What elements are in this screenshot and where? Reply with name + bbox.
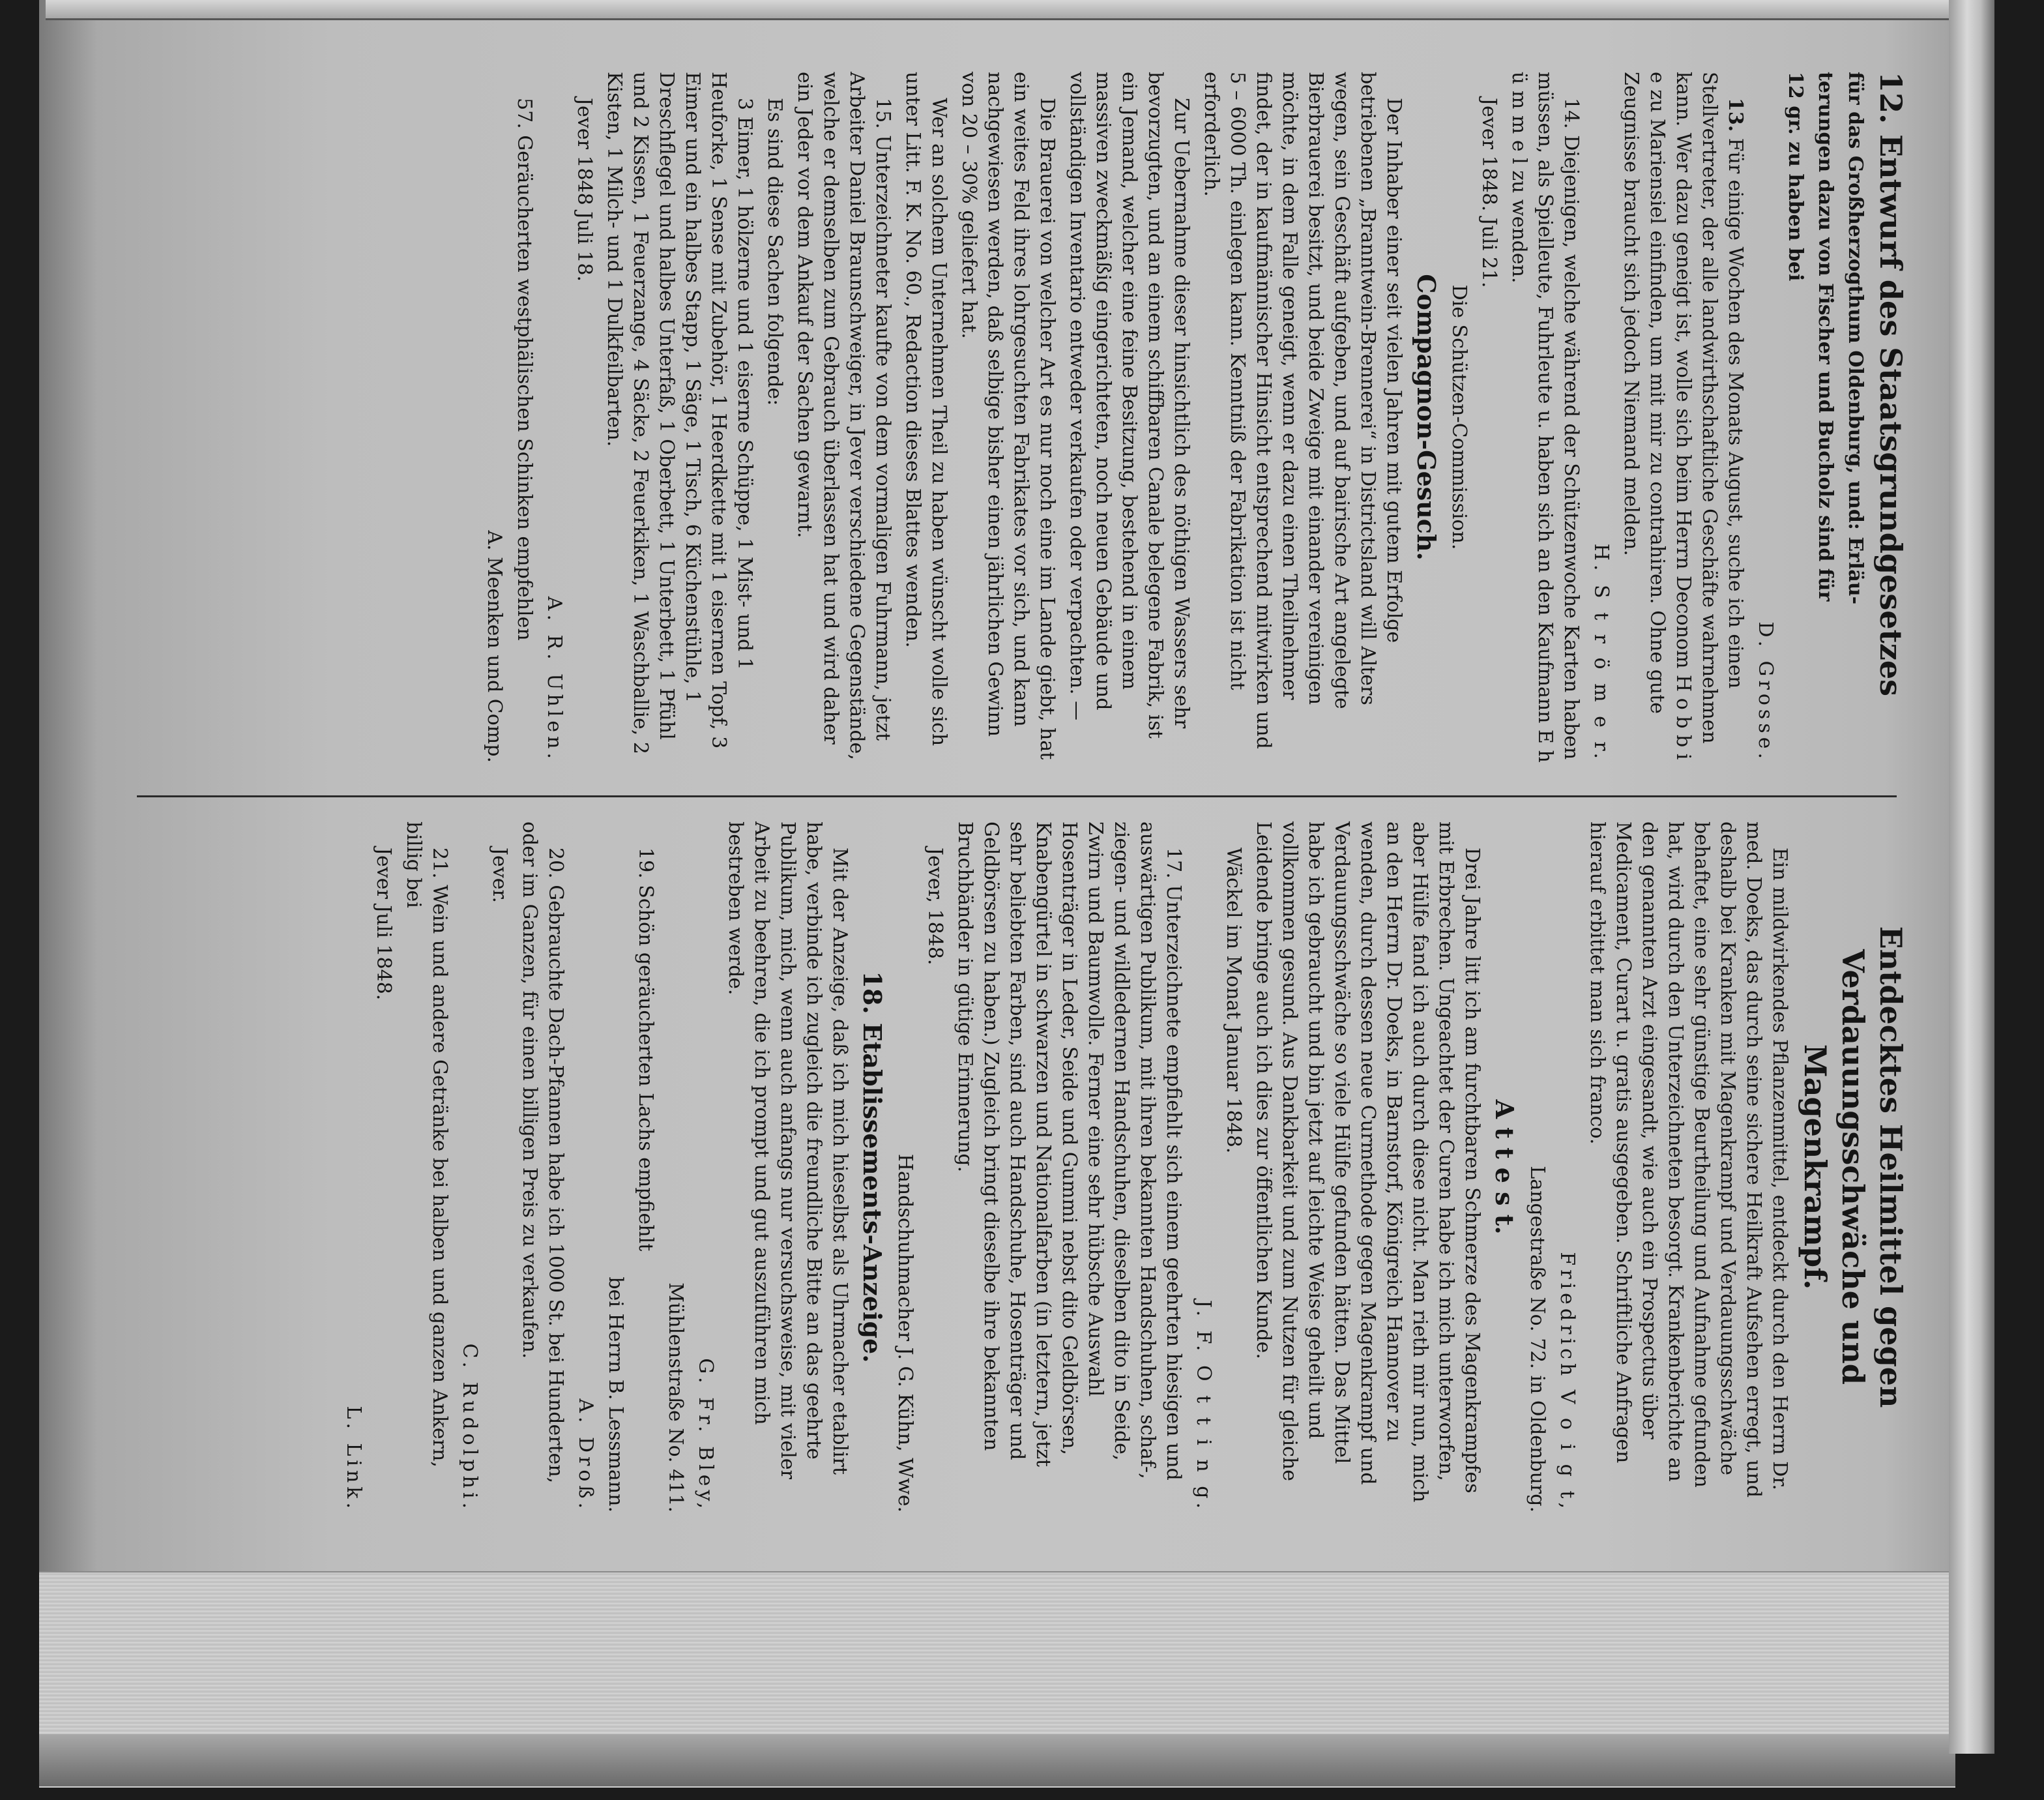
ad-12-line2: für das Großherzogthum Oldenburg, und: Erläu- [1844,72,1867,605]
ad-19-text: 19. Schön geräucherten Lachs empfiehlt [634,848,657,1252]
left-column [477,72,1910,763]
companion-p1: Der Inhaber einer seit vielen Jahren mit gutem Erfolge betriebenen „Branntwein-Brennerei“ in Districtsland will Alters wegen, sein Geschäft aufgeben, und auf bairische Art angelegte Bierbrauerei besitzt, und beide Zweige mit einander vereinigen möchte, in dem Falle geneigt, wenn er dazu einen Theilnehmer findet, der in kaufmännischer Hinsicht entsprechend mitwirken und 5 – 6000 Th. einlegen kann. Kenntniß der Fabrikation ist nicht erforderlich. [1200,72,1405,749]
companion-p2: Die Brauerei von welcher Art es nur noch eine im Lande giebt, hat ein weites Feld ihres lohrgesuchten Fabrikates vor sich, und kann nachgewiesen werden, daß selbige bisher einen jährlichen Gewinn von 20 – 30% geliefert hat. [957,72,1058,760]
ad-13-text: 13. Für einige Wochen des Monats August, suche ich einen Stellvertreter, der alle landwirthschaftliche Geschäfte wahrnehmen kann. Wer dazu geneigt ist, wolle sich beim Herrn Deconom H o b b i e zu Mariensiel einfinden, um mit mir zu contrahiren. Ohne gute Zeugnisse braucht sich jedoch Niemand melden. [1620,72,1747,760]
ad-15-list: 3 Eimer, 1 hölzerne und 1 eiserne Schüppe, 1 Mist- und 1 Heuforke, 1 Sense mit Zubehör, 1 Heerdkette mit 1 eisernen Topf, 3 Eimer und ein halbes Stapp, 1 Säge, 1 Tisch, 6 Küchenstühle, 1 Dreschflegel und halbes Unterfaß, 1 Oberbett, 1 Unterbett, 1 Pfühl und 2 Kissen, 1 Feuerzange, 4 Säcke, 2 Feuerkiken, 1 Waschballie, 2 Kisten, 1 Milch- und 1 Dulkfeilbarten. [603,72,756,754]
ad-13-signature: H. S t r ö m e r. [1590,543,1613,763]
ad-14-signature: Die Schützen-Commission. [1448,284,1470,550]
attest-title: A t t e s t. [1490,1099,1519,1235]
companion-p4: Zur Uebernahme dieser hinsichtlich des nöthigen Wassers sehr bevorzugten, und an einem schiffbaren Canale belegene Fabrik, ist ein Jemand, welcher eine feine Besitzung, bestehend in einem massiven zweckmäßig eingerichteten, noch neuen Gebäude und vollständigen Inventario entweder verkaufen oder verpachten. — [1066,72,1193,739]
heilmittel-address: Langestraße No. 72. in Oldenburg. [1526,1166,1549,1512]
ad-15-signature: A. R. Uhlen. [543,596,566,763]
ad-15-date: Jever 1848 Juli 18. [573,98,596,282]
ad-17-signature: Handschuhmacher J. G. Kühn, Wwe. [894,1153,916,1512]
book-spine [1949,0,1994,1754]
companion-title: Compagnon-Gesuch. [1412,274,1441,561]
ad-21-date: Jever Juli 1848. [372,848,395,1001]
ad-20-place: Jever. [488,848,511,904]
heilmittel-signature: Friedrich V o i g t, [1556,1252,1579,1512]
attest-date: Wäckel im Monat Januar 1848. [1222,848,1245,1154]
ad-12-heading: 12. Entwurf des Staatsgrundgesetzes [1873,72,1908,697]
ad-19-signature: A. Droß. [574,1398,597,1512]
ad-15-text: 15. Unterzeichneter kaufte von dem vormaligen Fuhrmann, jetzt Arbeiter Daniel Braunschweiger, in Jever verschiedene Gegenstände, welche er demselben zum Gebrauch überlassen hat und wird daher ein Jeder vor dem Ankauf der Sachen gewarnt. [793,72,894,760]
top-page-edge [46,0,1975,20]
companion-p3: Wer an solchem Unternehmen Theil zu haben wünscht wolle sich unter Litt. F. K. No. 60., Redaction dieses Blattes wenden. [901,72,950,746]
ad-21-text: 21. Wein und andere Getränke bei halben und ganzen Ankern, billig bei [402,821,451,1468]
ad-17-date: Jever, 1848. [924,848,946,966]
right-column [336,821,1910,1512]
ad-57-text: 57. Geräucherten westphälischen Schinken empfehlen [513,98,536,641]
heilmittel-title: Entdecktes Heilmittel gegen Verdauungsschwäche und Magenkrampf. [1798,926,1908,1408]
ad-12-line3: terungen dazu von Fischer und Bucholz sind für [1814,72,1837,602]
ad-14-date: Jever 1848. Juli 21. [1478,98,1500,288]
ad-18-title: 18. Etablissements-Anzeige. [858,971,887,1363]
ad-18-signature: G. Fr. Bley, [694,1358,717,1512]
ad-20-text: 20. Gebrauchte Dach-Pfannen habe ich 1000 St. bei Hunderten, oder im Ganzen, für einen billigen Preis zu verkaufen. [518,821,567,1484]
ad-20-signature: C. Rudolphi. [458,1343,481,1512]
ad-18-text: Mit der Anzeige, daß ich mich hieselbst als Uhrmacher etablirt habe, verbinde ich zugleich die freundliche Bitte an das geehrte Publikum, mich, wenn auch anfangs nur versuchsweise, mit vieler Arbeit zu beehren, die ich prompt und gut auszuführen mich bestreben werde. [724,821,851,1479]
ad-17-text: 17. Unterzeichnete empfiehlt sich einem geehrten hiesigen und auswärtigen Publikum, mit ihren bekannten Handschuhen, schaf-, ziegen- und wildledernen Handschuhen, dieselben dito in Seide, Zwirn und Baumwolle. Ferner eine sehr hübsche Auswahl Hosenträger in Leder, Seide und Gummi nebst dito Geldbörsen, Knabengürtel in schwarzen und Nationalfarben (in letztern, jetzt sehr beliebten Farben, sind auch Handschuhe, Hosenträger und Geldbörsen zu haben.) Zugleich bringt dieselbe ihre bekannten Bruchbänder in gütige Erinnerung. [954,821,1185,1481]
book-cover-edge [39,1734,1955,1786]
column-divider [137,795,1897,797]
ad-12-line4: 12 gr. zu haben bei [1784,72,1807,282]
ad-14-text: 14. Diejenigen, welche während der Schützenwoche Karten haben müssen, als Spielleute, Fuhrleute u. haben sich an den Kaufmann E h ü m m e l zu wenden. [1508,72,1583,763]
ad-12-signature: D. Grosse. [1754,621,1777,763]
heilmittel-p1: Ein mildwirkendes Pflanzenmittel, entdeckt durch den Herrn Dr. med. Doeks, das durch seine sichere Heilkraft Aufsehen erregt, und deshalb bei Kranken mit Magenkrampf und Verdauungsschwäche behaftet, eine sehr günstige Beurtheilung und Aufnahme gefunden hat, wird durch den Unterzeichneten besorgt. Krankenberichte an den genannten Arzt eingesandt, wie auch ein Prospectus über Medicament, Curart u. gratis ausgegeben. Schriftliche Anfragen hierauf erbittet man sich franco. [1586,821,1791,1498]
ad-19-place: bei Herrn B. Lessmann. [604,1276,627,1512]
ad-57-signature: A. Meenken und Comp. [483,530,506,763]
attest-signature: J. F. O t t i n g. [1192,1299,1215,1512]
rotated-newspaper-page [85,72,1910,1512]
ad-15-list-intro: Es sind diese Sachen folgende: [763,98,786,406]
ad-21-signature: L. Link. [342,1406,365,1512]
attest-p1: Drei Jahre litt ich am furchtbaren Schmerze des Magenkrampfes mit Erbrechen. Ungeachtet der Curen habe ich mich unterworfen, aber Hülfe fand ich auch durch diese nicht. Man rieth mir nun, mich an den Herrn Dr. Doeks, in Barnstorf, Königreich Hannover zu wenden, durch dessen neue Curmethode gegen Magenkrampf und Verdauungsschwäche so viele Hülfe gefunden hätten. Das Mittel habe ich gebraucht und bin jetzt auf leichte Weise geheilt und vollkommen gesund. Aus Dankbarkeit und zum Nutzen für gleiche Leidende bringe auch ich dies zur öffentlichen Kunde. [1252,821,1483,1503]
ad-18-address: Mühlenstraße No. 411. [664,1282,687,1512]
